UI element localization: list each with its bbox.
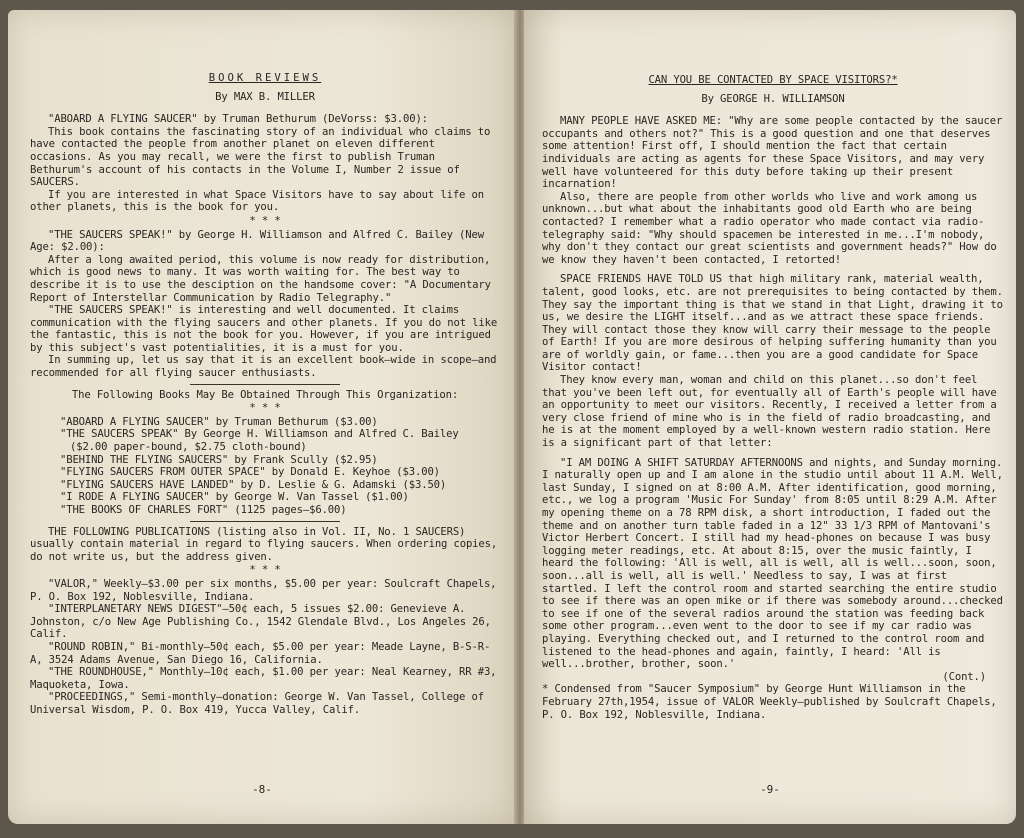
- article-paragraph-2: Also, there are people from other worlds who live and work among us unknown...but what about the inhabitants good old Earth who are being contacted? I remember what a radio operator who made contact via radio-telegraphy said: "Why should spacemen be interested in me...I'm nobody, why don't they contact our great scientists and government heads?" How do we know they haven't been contacted, I retorted!: [542, 190, 997, 266]
- book-item: "THE BOOKS OF CHARLES FORT" (1125 pages—$6.00): [60, 504, 347, 516]
- book-item: "FLYING SAUCERS HAVE LANDED" by D. Leslie & G. Adamski ($3.50): [60, 478, 447, 491]
- divider-rule-2: [190, 521, 340, 522]
- publication-item: "VALOR," Weekly—$3.00 per six months, $5.00 per year: Soulcraft Chapels, P. O. Box 192, Noblesville, Indiana.: [30, 577, 497, 603]
- separator-stars-1: * * *: [249, 214, 281, 227]
- review1-title: "ABOARD A FLYING SAUCER" by Truman Bethurum (DeVorss: $3.00):: [48, 113, 428, 126]
- divider-rule: [190, 384, 340, 385]
- separator-stars-2: * * *: [249, 402, 281, 415]
- left-column: [30, 72, 500, 717]
- right-column: [542, 74, 1004, 721]
- publication-item: "INTERPLANETARY NEWS DIGEST"—50¢ each, 5 issues $2.00: Genevieve A. Johnston, c/o New Age Publishing Co., 1542 Glendale Blvd., Los Angeles 26, Calif.: [30, 603, 491, 641]
- publication-item: "PROCEEDINGS," Semi-monthly—donation: George W. Van Tassel, College of Universal Wisdom, P. O. Box 419, Yucca Valley, Calif.: [30, 691, 484, 716]
- review2-body: After a long awaited period, this volume is now ready for distribution, which is good news to many. It was worth waiting for. The best way to describe it is to use the desciption on the handsome cover: "A Documentary Report of Interstellar Communication by Radio Telegraphy.": [30, 253, 491, 304]
- publication-list: [30, 578, 500, 717]
- review1-body2: If you are interested in what Space Visitors have to say about life on other planets, this is the book for you.: [30, 188, 484, 214]
- book-item: "ABOARD A FLYING SAUCER" by Truman Bethurum ($3.00): [60, 415, 378, 428]
- right-page-number: -9-: [760, 783, 780, 796]
- left-byline: By MAX B. MILLER: [215, 90, 315, 103]
- book-reviews-heading: BOOK REVIEWS: [208, 72, 322, 84]
- book-list: [30, 416, 500, 517]
- article-paragraph-1: MANY PEOPLE HAVE ASKED ME: "Why are some people contacted by the saucer occupants and others not?" This is a good question and one that deserves some attention! First off, I should mention the fact that certain individuals are acting as agents for these Space Visitors, and may very well have volunteered for this duty before taking up their present incarnation!: [542, 115, 1003, 191]
- article-byline: By GEORGE H. WILLIAMSON: [701, 92, 845, 105]
- left-page-number: -8-: [252, 783, 272, 796]
- article-paragraph-3: SPACE FRIENDS HAVE TOLD US that high military rank, material wealth, talent, good looks, etc. are not prerequisites to being contacted by them. They say the important thing is that we stand in that Light, drawing it to us, we desire the LIGHT itself...and as we attract these space friends. They will contact those they know will carry their message to the people of Earth! If you are more desirous of helping suffering humanity than you are of worldly gain, or fame...then you are a good candidate for Space Visitor contact!: [542, 273, 1003, 374]
- separator-stars-3: * * *: [249, 564, 281, 577]
- publication-item: "ROUND ROBIN," Bi-monthly—50¢ each, $5.00 per year: Meade Layne, B-S-R-A, 3524 Adams Avenue, San Diego 16, California.: [30, 640, 491, 666]
- footnote: * Condensed from "Saucer Symposium" by George Hunt Williamson in the February 27th,1954, issue of VALOR Weekly—published by Soulcraft Chapels, P. O. Box 192, Noblesville, Indiana.: [542, 683, 997, 721]
- review1-body: This book contains the fascinating story of an individual who claims to have contacted the people from another planet on eleven different occasions. As you may recall, we were the first to publish Truman Bethurum's account of his contacts in the Volume I, Number 2 issue of SAUCERS.: [30, 125, 491, 189]
- book-item: "THE SAUCERS SPEAK" By George H. Williamson and Alfred C. Bailey ($2.00 paper-bound, $2.75 cloth-bound): [60, 428, 459, 454]
- publication-item: "THE ROUNDHOUSE," Monthly—10¢ each, $1.00 per year: Neal Kearney, RR #3, Maquoketa, Iowa.: [30, 666, 497, 691]
- spacer: [542, 450, 1004, 457]
- spacer: [542, 266, 1004, 273]
- article-title: CAN YOU BE CONTACTED BY SPACE VISITORS?*: [648, 74, 898, 86]
- letter-excerpt: "I AM DOING A SHIFT SATURDAY AFTERNOONS and nights, and Sunday morning. I naturally open up and I am alone in the studio until about 11 A.M. Well, last Sunday, I signed on at 8:00 A.M. After identification, good morning, etc., we log a program 'Music For Sunday' from 8:05 until 8:29 A.M. After my opening theme on a 78 RPM disk, a short introduction, I faded out the theme and on another turn table faded in a 12" 33 1/3 RPM of Mantovani's Victor Herbert Concert. I still had my head-phones on because I was busy logging meter readings, etc. At about 8:15, over the music faintly, I heard the following: 'All is well, all is well, all is well...soon, soon, soon...all is well, all is well.' Needless to say, I was at first startled. I left the control room and started searching the entire studio to see if there was an open mike or if there was somebody around...checked to see if one of the several radios around the station was feeding back some other program...even went to the door to see if my car radio was playing. Everything checked out, and I returned to the control room and listened to the head-phones and again, faintly, I heard: 'All is well...brother, brother, soon.': [542, 456, 1003, 671]
- article-paragraph-4: They know every man, woman and child on this planet...so don't feel that you've been left out, for eventually all of Earth's people will have an opportunity to meet our visitors. Recently, I received a letter from a very close friend of mine who is in the field of radio broadcasting, and he is at the moment employed by a well-known western radio station. Here is a significant part of that letter:: [542, 374, 997, 450]
- book-item: "BEHIND THE FLYING SAUCERS" by Frank Scully ($2.95): [60, 453, 378, 466]
- book-item: "I RODE A FLYING SAUCER" by George W. Van Tassel ($1.00): [60, 491, 409, 504]
- publications-intro: THE FOLLOWING PUBLICATIONS (listing also in Vol. II, No. 1 SAUCERS) usually contain material in regard to flying saucers. When ordering copies, do not write us, but the address given.: [30, 525, 498, 563]
- review2-body3: In summing up, let us say that it is an excellent book—wide in scope—and recommended for all flying saucer enthusiasts.: [30, 354, 497, 380]
- book-item: "FLYING SAUCERS FROM OUTER SPACE" by Donald E. Keyhoe ($3.00): [60, 466, 440, 479]
- books-intro: The Following Books May Be Obtained Through This Organization:: [71, 388, 459, 401]
- right-page: [524, 10, 1016, 824]
- left-page: [8, 10, 516, 824]
- review2-body2: "THE SAUCERS SPEAK!" is interesting and well documented. It claims communication with the flying saucers and other planets. If you do not like the fantastic, this is not the book for you. However, if you are intrigued by this subject's vast potentialities, it is a must for you.: [30, 304, 498, 354]
- review2-title: "THE SAUCERS SPEAK!" by George H. Williamson and Alfred C. Bailey (New Age: $2.00):: [30, 228, 484, 254]
- continued-marker: (Cont.): [942, 670, 986, 683]
